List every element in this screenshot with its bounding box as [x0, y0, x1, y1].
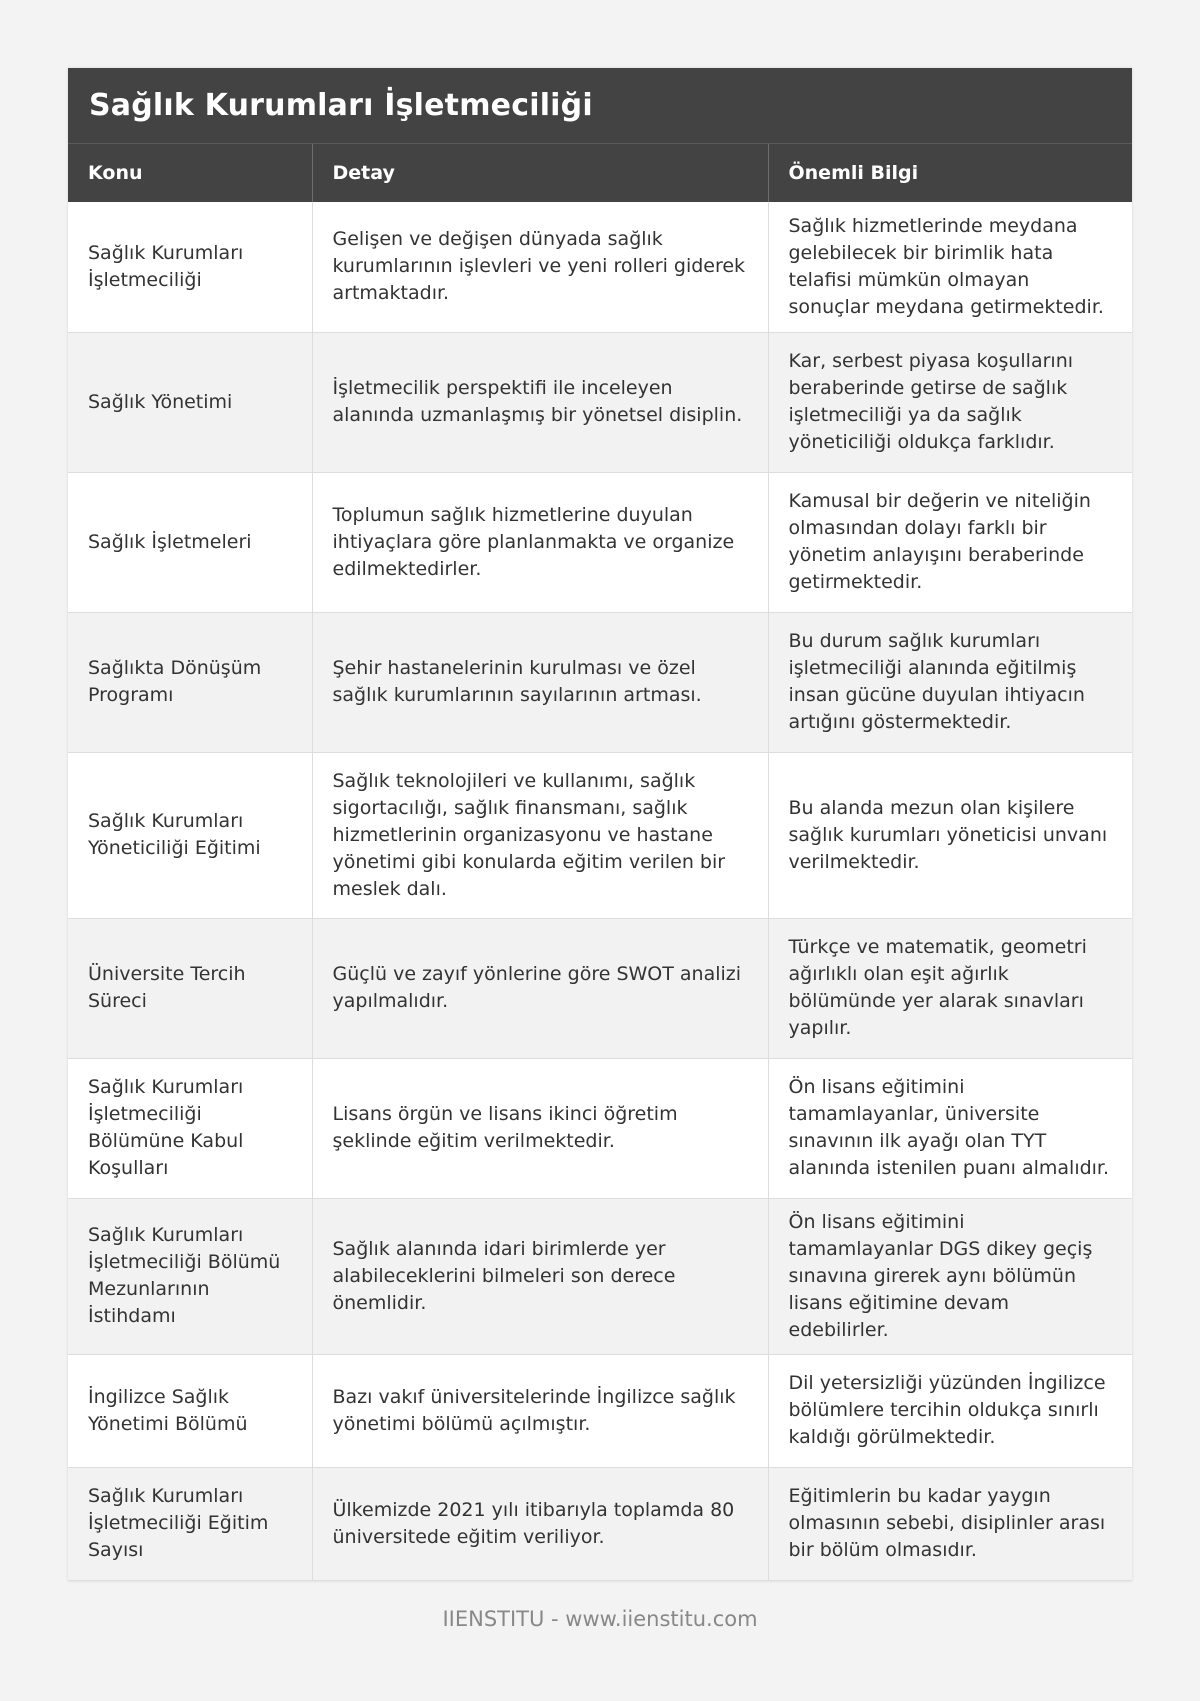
table-row	[68, 332, 1132, 472]
cell-konu: Sağlıkta Dönüşüm Programı	[68, 612, 312, 752]
column-header-konu: Konu	[68, 144, 312, 202]
cell-onemli-bilgi: Ön lisans eğitimini tamamlayanlar DGS dikey geçiş sınavına girerek aynı bölümün lisans eğitimine devam edebilirler.	[768, 1198, 1132, 1354]
footer-credit: IIENSTITU - www.iienstitu.com	[442, 1607, 758, 1631]
header-row	[68, 144, 1132, 202]
title-bar	[68, 68, 1132, 144]
cell-onemli-bilgi: Sağlık hizmetlerinde meydana gelebilecek bir birimlik hata telafisi mümkün olmayan sonuçlar meydana getirmektedir.	[768, 202, 1132, 332]
info-table	[68, 144, 1132, 1581]
info-table-card	[68, 68, 1132, 1581]
cell-onemli-bilgi: Dil yetersizliği yüzünden İngilizce bölümlere tercihin oldukça sınırlı kaldığı görülmektedir.	[768, 1354, 1132, 1467]
cell-konu: Sağlık Kurumları İşletmeciliği Bölümü Mezunlarının İstihdamı	[68, 1198, 312, 1354]
table-row	[68, 1058, 1132, 1198]
cell-onemli-bilgi: Ön lisans eğitimini tamamlayanlar, üniversite sınavının ilk ayağı olan TYT alanında istenilen puanı almalıdır.	[768, 1058, 1132, 1198]
table-row	[68, 1354, 1132, 1467]
cell-konu: İngilizce Sağlık Yönetimi Bölümü	[68, 1354, 312, 1467]
cell-detay: Gelişen ve değişen dünyada sağlık kurumlarının işlevleri ve yeni rolleri giderek artmaktadır.	[312, 202, 768, 332]
table-row	[68, 918, 1132, 1058]
cell-konu: Sağlık İşletmeleri	[68, 472, 312, 612]
cell-konu: Sağlık Yönetimi	[68, 332, 312, 472]
cell-konu: Sağlık Kurumları İşletmeciliği Eğitim Sayısı	[68, 1467, 312, 1580]
cell-onemli-bilgi: Bu durum sağlık kurumları işletmeciliği alanında eğitilmiş insan gücüne duyulan ihtiyacın artığını göstermektedir.	[768, 612, 1132, 752]
cell-onemli-bilgi: Kamusal bir değerin ve niteliğin olmasından dolayı farklı bir yönetim anlayışını beraberinde getirmektedir.	[768, 472, 1132, 612]
cell-onemli-bilgi: Türkçe ve matematik, geometri ağırlıklı olan eşit ağırlık bölümünde yer alarak sınavları yapılır.	[768, 918, 1132, 1058]
cell-detay: Güçlü ve zayıf yönlerine göre SWOT analizi yapılmalıdır.	[312, 918, 768, 1058]
table-body	[68, 202, 1132, 1580]
cell-detay: Ülkemizde 2021 yılı itibarıyla toplamda 80 üniversitede eğitim veriliyor.	[312, 1467, 768, 1580]
cell-detay: İşletmecilik perspektifi ile inceleyen alanında uzmanlaşmış bir yönetsel disiplin.	[312, 332, 768, 472]
cell-detay: Lisans örgün ve lisans ikinci öğretim şeklinde eğitim verilmektedir.	[312, 1058, 768, 1198]
cell-konu: Sağlık Kurumları İşletmeciliği	[68, 202, 312, 332]
cell-onemli-bilgi: Eğitimlerin bu kadar yaygın olmasının sebebi, disiplinler arası bir bölüm olmasıdır.	[768, 1467, 1132, 1580]
cell-detay: Sağlık alanında idari birimlerde yer alabileceklerini bilmeleri son derece önemlidir.	[312, 1198, 768, 1354]
cell-onemli-bilgi: Bu alanda mezun olan kişilere sağlık kurumları yöneticisi unvanı verilmektedir.	[768, 752, 1132, 918]
cell-detay: Sağlık teknolojileri ve kullanımı, sağlık sigortacılığı, sağlık finansmanı, sağlık hizmetlerinin organizasyonu ve hastane yönetimi gibi konularda eğitim verilen bir meslek dalı.	[312, 752, 768, 918]
table-header	[68, 144, 1132, 202]
cell-detay: Bazı vakıf üniversitelerinde İngilizce sağlık yönetimi bölümü açılmıştır.	[312, 1354, 768, 1467]
table-row	[68, 202, 1132, 332]
table-row	[68, 472, 1132, 612]
table-row	[68, 1467, 1132, 1580]
table-row	[68, 1198, 1132, 1354]
cell-detay: Toplumun sağlık hizmetlerine duyulan ihtiyaçlara göre planlanmakta ve organize edilmektedirler.	[312, 472, 768, 612]
page-title: Sağlık Kurumları İşletmeciliği	[89, 88, 593, 123]
cell-konu: Sağlık Kurumları Yöneticiliği Eğitimi	[68, 752, 312, 918]
cell-detay: Şehir hastanelerinin kurulması ve özel sağlık kurumlarının sayılarının artması.	[312, 612, 768, 752]
cell-konu: Sağlık Kurumları İşletmeciliği Bölümüne Kabul Koşulları	[68, 1058, 312, 1198]
column-header-detay: Detay	[312, 144, 768, 202]
table-row	[68, 752, 1132, 918]
cell-konu: Üniversite Tercih Süreci	[68, 918, 312, 1058]
table-row	[68, 612, 1132, 752]
cell-onemli-bilgi: Kar, serbest piyasa koşullarını beraberinde getirse de sağlık işletmeciliği ya da sağlık yöneticiliği oldukça farklıdır.	[768, 332, 1132, 472]
column-header-onemli-bilgi: Önemli Bilgi	[768, 144, 1132, 202]
